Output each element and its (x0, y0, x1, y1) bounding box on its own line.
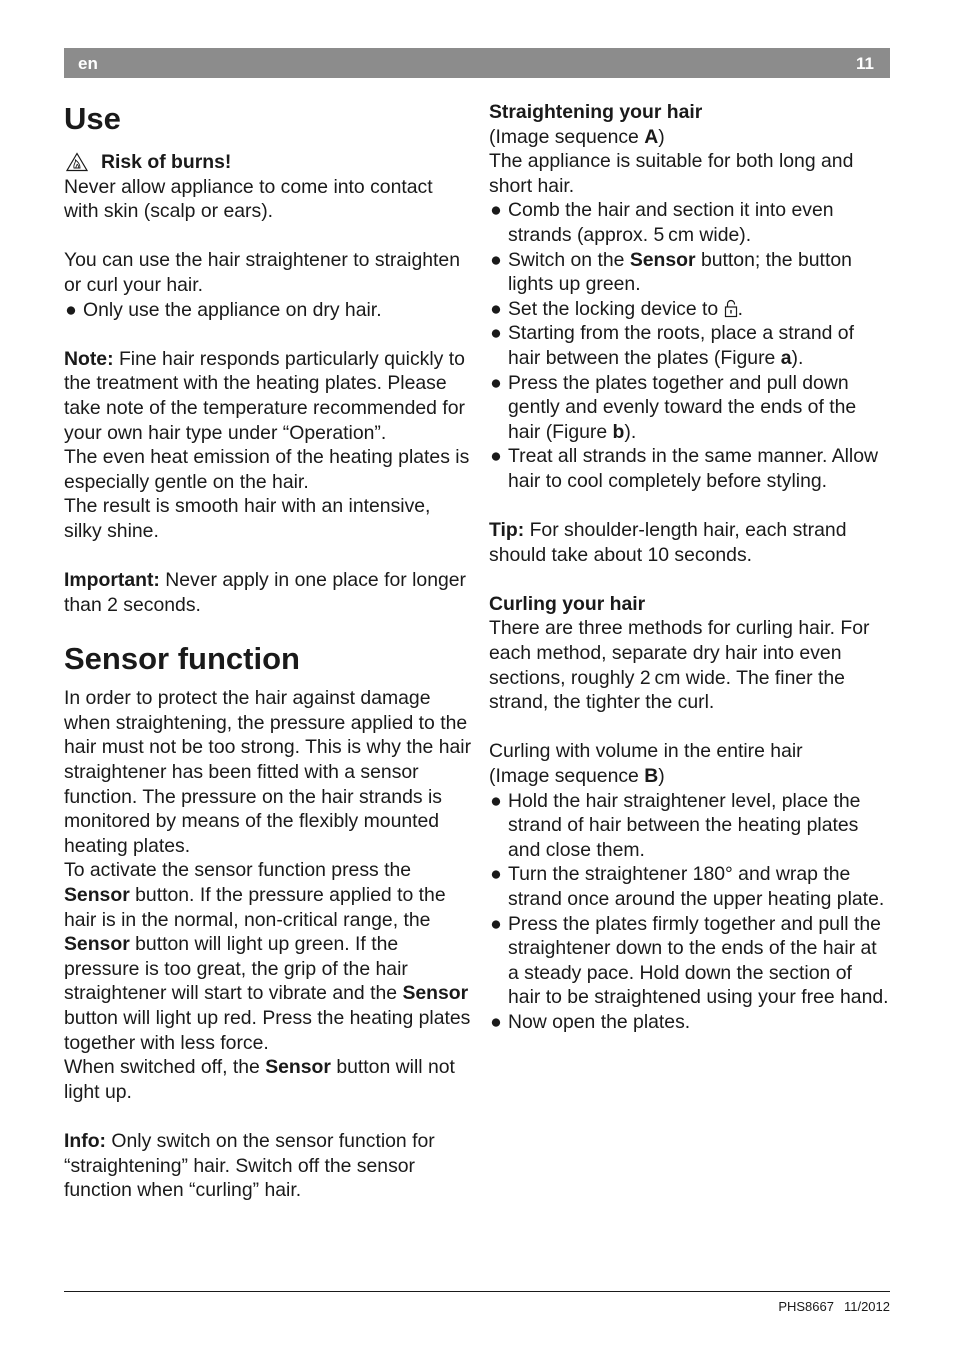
bullet-icon: ● (490, 445, 502, 468)
warning-triangle-icon (66, 152, 88, 172)
sensor-heading: Sensor function (64, 641, 300, 677)
image-sequence-b: (Image sequence B) (489, 765, 665, 788)
warning-title: Risk of burns! (101, 151, 232, 173)
list-item: ● Treat all strands in the same manner. Allow hair to cool completely before styling. (490, 445, 879, 492)
page-number: 11 (856, 54, 874, 73)
curling-volume-heading: Curling with volume in the entire hair (489, 740, 803, 763)
bullet-icon: ● (490, 1010, 502, 1033)
tip-paragraph: Tip: For shoulder-length hair, each strand should take about 10 seconds. (489, 519, 847, 566)
unlock-icon (724, 299, 738, 318)
bullet-icon: ● (490, 248, 502, 271)
sensor-paragraph-2: To activate the sensor function press the Sensor button. If the pressure applied to the hair is in the normal, non-critical range, the Sensor button will light up green. If the pressure is too great, the grip of the hair straightener will start to vibrate and the Sensor button will light up red. Press the heating plates together with less force. (64, 859, 471, 1054)
bullet-icon: ● (490, 199, 502, 222)
result-paragraph: The result is smooth hair with an intensive, silky shine. (64, 495, 431, 542)
bullet-icon: ● (490, 371, 502, 394)
footer (778, 1299, 890, 1315)
publication-date: 11/2012 (843, 1299, 890, 1314)
list-item: ● Switch on the Sensor button; the button lights up green. (490, 248, 852, 296)
list-item: ● Only use the appliance on dry hair. (65, 298, 382, 321)
curling-heading: Curling your hair (489, 592, 646, 615)
suitability-text: The appliance is suitable for both long and short hair. (489, 150, 854, 197)
image-sequence-a: (Image sequence A) (489, 125, 665, 148)
info-label: Info: (64, 1129, 106, 1152)
list-item: ● Press the plates firmly together and pull the straightener down to the ends of the hair at a steady pace. Hold down the section of hair to be straightened using your free hand. (490, 912, 889, 1009)
dry-hair-list (64, 298, 472, 323)
important-label: Important: (64, 569, 160, 592)
straightening-steps (489, 198, 889, 493)
bullet-icon: ● (490, 322, 502, 345)
list-item: ● Comb the hair and section it into even strands (approx. 5 cm wide). (490, 199, 834, 246)
footer-divider (64, 1291, 890, 1292)
header-bar (64, 48, 890, 78)
note-paragraph: Note: Fine hair responds particularly quickly to the treatment with the heating plates. Please take note of the temperature recommended for your own hair type under “Operation”. (64, 347, 465, 444)
list-item: ● Now open the plates. (490, 1010, 691, 1033)
left-column (64, 100, 472, 1203)
important-paragraph: Important: Never apply in one place for longer than 2 seconds. (64, 569, 467, 616)
list-item: ● Starting from the roots, place a strand of hair between the plates (Figure a). (490, 322, 854, 369)
list-item: ● Set the locking device to . (490, 297, 743, 320)
info-paragraph: Info: Only switch on the sensor function for “straightening” hair. Switch off the sensor function when “curling” hair. (64, 1129, 435, 1202)
curling-intro: There are three methods for curling hair. For each method, separate dry hair into even sections, roughly 2 cm wide. The finer the strand, the tighter the curl. (489, 617, 870, 714)
model-number: PHS8667 (778, 1299, 834, 1314)
warning-heading (64, 150, 472, 175)
use-heading: Use (64, 101, 121, 136)
right-column (489, 100, 889, 1035)
bullet-icon: ● (490, 912, 502, 935)
note-label: Note: (64, 347, 114, 370)
even-heat-paragraph: The even heat emission of the heating plates is especially gentle on the hair. (64, 446, 470, 493)
bullet-icon: ● (490, 789, 502, 812)
tip-label: Tip: (489, 519, 525, 542)
curling-steps (489, 789, 889, 1035)
bullet-icon: ● (65, 298, 77, 321)
bullet-icon: ● (490, 863, 502, 886)
language-label: en (78, 54, 98, 73)
straightening-heading: Straightening your hair (489, 101, 703, 123)
list-item: ● Turn the straightener 180° and wrap the strand once around the upper heating plate. (490, 863, 885, 910)
warning-text: Never allow appliance to come into contact with skin (scalp or ears). (64, 175, 433, 223)
use-intro: You can use the hair straightener to straighten or curl your hair. (64, 249, 460, 296)
sensor-paragraph-3: When switched off, the Sensor button will not light up. (64, 1056, 455, 1103)
list-item: ● Hold the hair straightener level, place the strand of hair between the heating plates and close them. (490, 789, 861, 861)
sensor-paragraph-1: In order to protect the hair against damage when straightening, the pressure applied to the hair must not be too strong. This is why the hair straightener has been fitted with a sensor function. The pressure on the hair strands is monitored by means of the flexibly mounted heating plates. (64, 687, 472, 857)
bullet-icon: ● (490, 297, 502, 320)
list-item: ● Press the plates together and pull down gently and evenly toward the ends of the hair (Figure b). (490, 371, 857, 443)
